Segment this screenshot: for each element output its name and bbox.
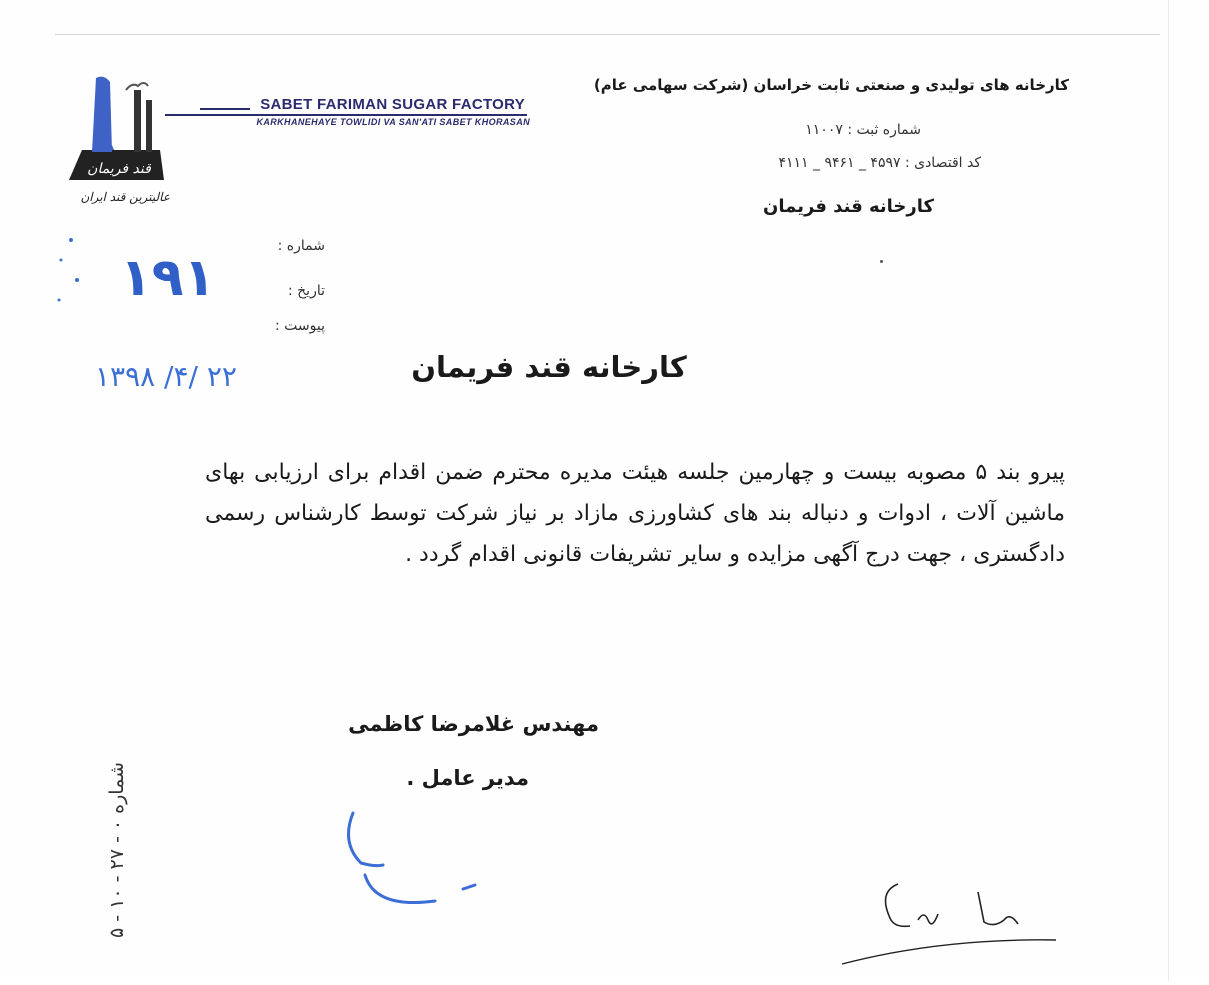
number-label: شماره : (277, 238, 325, 254)
signatory-name: مهندس غلامرضا کاظمی (348, 712, 599, 736)
signatory-title: مدیر عامل . (406, 766, 529, 790)
economic-code: کد اقتصادی : ۴۵۹۷ _ ۹۴۶۱ _ ۴۱۱۱ (778, 155, 981, 171)
letter-date-stamp: ۱۳۹۸ /۴/ ۲۲ (95, 360, 237, 393)
top-rule (55, 34, 1160, 35)
attachment-label: پیوست : (275, 318, 325, 334)
brand-english-subtitle: KARKHANEHAYE TOWLIDI VA SAN'ATI SABET KHORASAN (256, 117, 530, 127)
registration-number: شماره ثبت : ۱۱۰۰۷ (805, 122, 921, 138)
letter-title: کارخانه قند فریمان (411, 350, 687, 384)
ink-dot (880, 260, 883, 263)
letter-body: پیرو بند ۵ مصوبه بیست و چهارمین جلسه هیئت مدیره محترم ضمن اقدام برای ارزیابی بهای ماشین آلات ، ادوات و دنباله بند های کشاورزی مازاد بر نیاز شرکت توسط کارشناس رسمی دادگستری ، جهت درج آگهی مزایده و سایر تشریفات قانونی اقدام گردد . (205, 460, 1065, 567)
side-form-code: شماره ۰ - ۲۷ - ۱۰ - ۵ (106, 762, 128, 938)
ink-dots (55, 236, 85, 306)
black-signature (838, 872, 1063, 972)
brand-rule (165, 114, 527, 116)
logo-slogan: عالیترین قند ایران (80, 190, 170, 204)
blue-signature (335, 805, 505, 915)
logo-text: قند فریمان (87, 161, 151, 177)
brand-english: SABET FARIMAN SUGAR FACTORY (260, 96, 525, 113)
letter-number-stamp: ۱۹۱ (120, 248, 216, 308)
factory-name-header: کارخانه قند فریمان (763, 196, 934, 217)
company-name: کارخانه های تولیدی و صنعتی ثابت خراسان (شرکت سهامی عام) (593, 76, 1069, 94)
date-label: تاریخ : (287, 283, 325, 299)
page-edge (1168, 0, 1169, 981)
